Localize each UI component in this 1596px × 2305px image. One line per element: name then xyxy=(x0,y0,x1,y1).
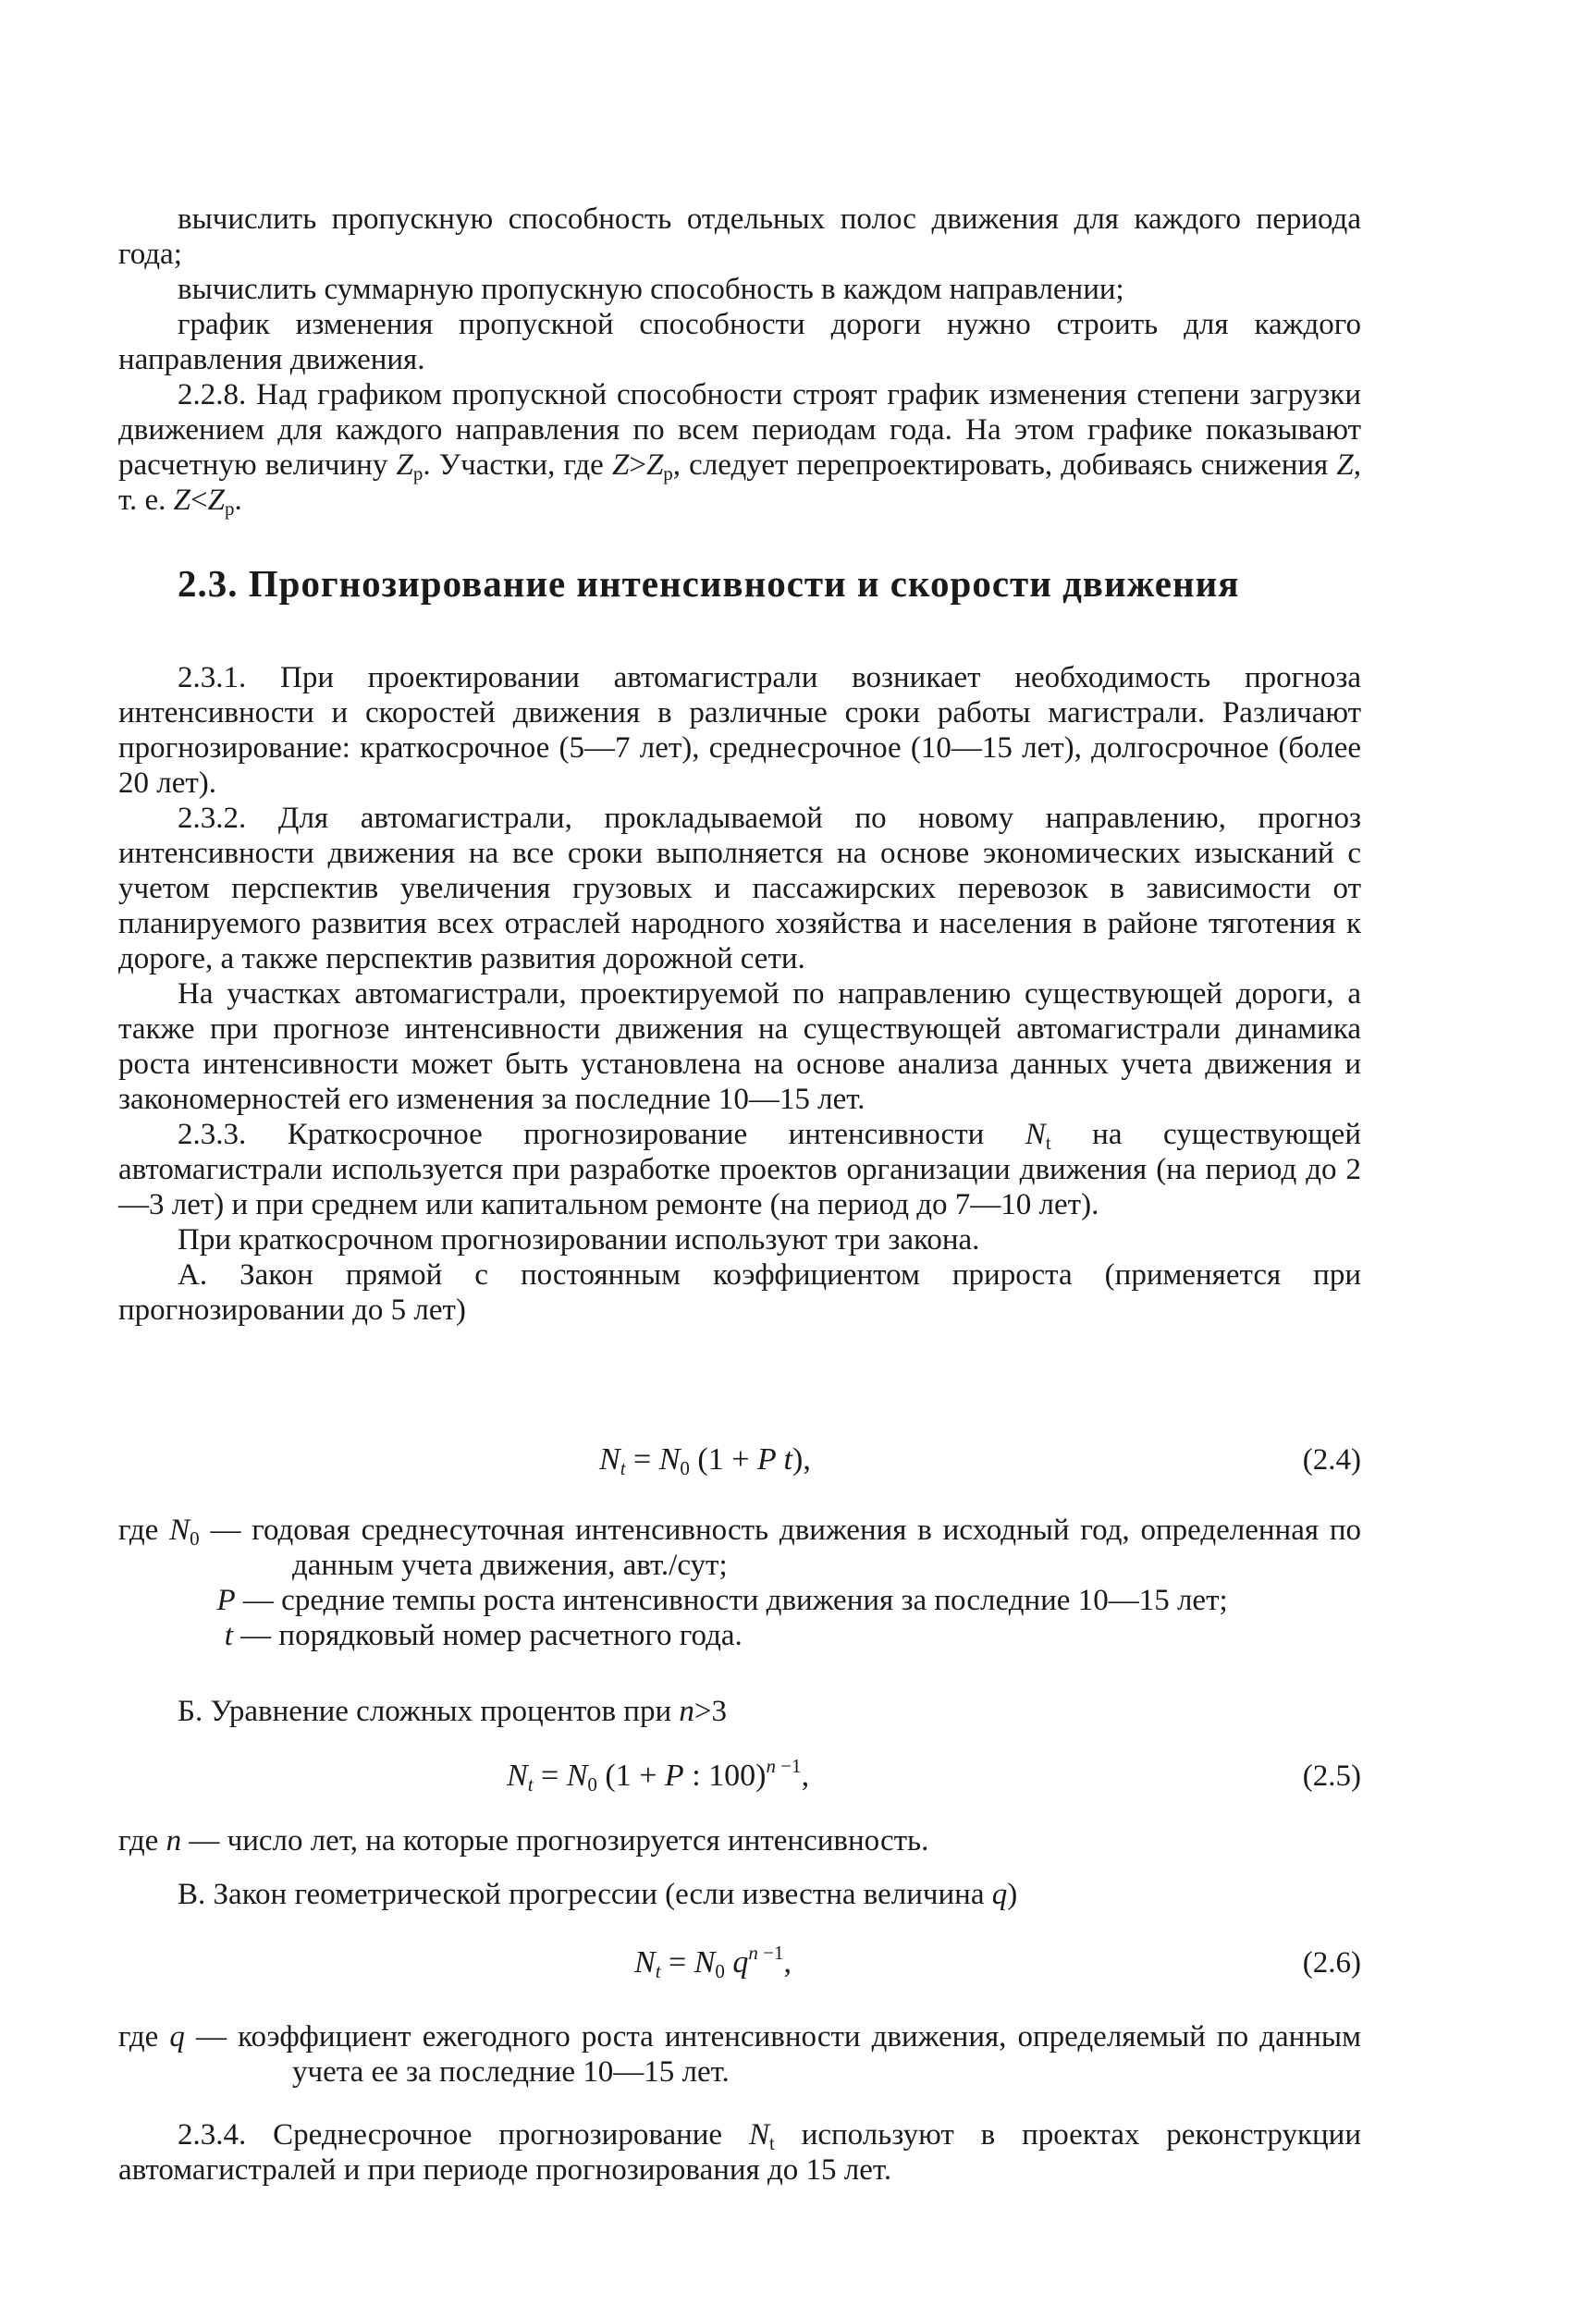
paragraph-2-3-3: 2.3.3. Краткосрочное прогнозирование интенсивности $N_t$ на существующей автомагистрали используется при разработке проектов организации движения (на период до 2—3 лет) и при среднем или капитальном ремонте (на период до 7—10 лет). xyxy=(118,1118,1361,1221)
definition-n: где n — число лет, на которые прогнозируется интенсивность. xyxy=(118,1824,929,1857)
paragraph-2-3-4: 2.3.4. Среднесрочное прогнозирование $N_t$ используют в проектах реконструкции автомагистралей и при периоде прогнозирования до 15 лет. xyxy=(118,2118,1361,2187)
equation-2-6-number: (2.6) xyxy=(1302,1946,1361,1980)
paragraph-law-v: В. Закон геометрической прогрессии (если известна величина q) xyxy=(178,1878,1018,1911)
definitions-2-6 xyxy=(118,2019,1361,2090)
equation-2-5 xyxy=(118,1755,1361,1799)
paragraph-law-v-wrap xyxy=(118,1877,1361,1912)
paragraph-three-laws: При краткосрочном прогнозировании используют три закона. xyxy=(178,1223,980,1257)
definition-p: P — средние темпы роста интенсивности движения за последние 10—15 лет; xyxy=(216,1584,1228,1617)
section-heading: 2.3. Прогнозирование интенсивности и скорости движения xyxy=(178,562,1240,605)
equation-2-6-formula: $N_t = N_0$ $q^{n -1}$, xyxy=(634,1942,792,1982)
definitions-2-4 xyxy=(118,1513,1361,1653)
paragraph-lane-capacity: вычислить пропускную способность отдельных полос движения для каждого периода года; xyxy=(118,202,1361,271)
equation-2-4-formula: $N_t = N_0$ (1 + P t), xyxy=(599,1442,811,1479)
paragraph-law-b: Б. Уравнение сложных процентов при n>3 xyxy=(178,1695,727,1728)
body-paragraphs xyxy=(118,660,1361,1328)
paragraph-2-2-8: 2.2.8. Над графиком пропускной способности строят график изменения степени загрузки движением для каждого направления по всем периодам года. На этом графике показывают расчетную величину $Z_р$. Участки, где $Z>Z_р$, следует перепроектировать, добиваясь снижения Z, т. е. $Z<Z_р$. xyxy=(118,378,1361,520)
definitions-2-5 xyxy=(118,1823,1361,1858)
paragraph-2-3-2: 2.3.2. Для автомагистрали, прокладываемой по новому направлению, прогноз интенсивности движения на все сроки выполняется на основе экономических изысканий с учетом перспектив увеличения грузовых и пассажирских перевозок в зависимости от планируемого развития всех отраслей народного хозяйства и населения в районе тяготения к дороге, а также перспектив развития дорожной сети. xyxy=(118,802,1361,975)
paragraph-existing-road: На участках автомагистрали, проектируемой по направлению существующей дороги, а также при прогнозе интенсивности движения на существующей автомагистрали динамика роста интенсивности может быть установлена на основе анализа данных учета движения и закономерностей его изменения за последние 10—15 лет. xyxy=(118,977,1361,1116)
paragraph-2-3-1: 2.3.1. При проектировании автомагистрали возникает необходимость прогноза интенсивности и скоростей движения в различные сроки работы магистрали. Различают прогнозирование: краткосрочное (5—7 лет), среднесрочное (10—15 лет), долгосрочное (более 20 лет). xyxy=(118,661,1361,800)
definition-q: где q — коэффициент ежегодного роста интенсивности движения, определяемый по данным учета ее за последние 10—15 лет. xyxy=(118,2020,1361,2089)
equation-2-6 xyxy=(118,1942,1361,1986)
paragraph-2-3-4-wrap xyxy=(118,2117,1361,2188)
top-paragraphs xyxy=(118,202,1361,518)
paragraph-law-b-wrap xyxy=(118,1694,1361,1729)
definition-n0: где $N_0$ — годовая среднесуточная интенсивность движения в исходный год, определенная по данным учета движения, авт./сут; xyxy=(118,1514,1361,1582)
definition-t: t — порядковый номер расчетного года. xyxy=(224,1619,743,1652)
paragraph-law-a: А. Закон прямой с постоянным коэффициентом прироста (применяется при прогнозировании до 5 лет) xyxy=(118,1258,1361,1327)
equation-2-5-number: (2.5) xyxy=(1302,1759,1361,1793)
equation-2-4 xyxy=(118,1442,1361,1483)
paragraph-total-capacity: вычислить суммарную пропускную способность в каждом направлении; xyxy=(178,273,1124,306)
equation-2-4-number: (2.4) xyxy=(1302,1443,1361,1477)
paragraph-capacity-graph: график изменения пропускной способности дороги нужно строить для каждого направления движения. xyxy=(118,308,1361,376)
definition-list xyxy=(118,1583,1361,1653)
equation-2-5-formula: $N_t = N_0$ (1 + P : 100)$^{n -1}$, xyxy=(507,1755,810,1796)
